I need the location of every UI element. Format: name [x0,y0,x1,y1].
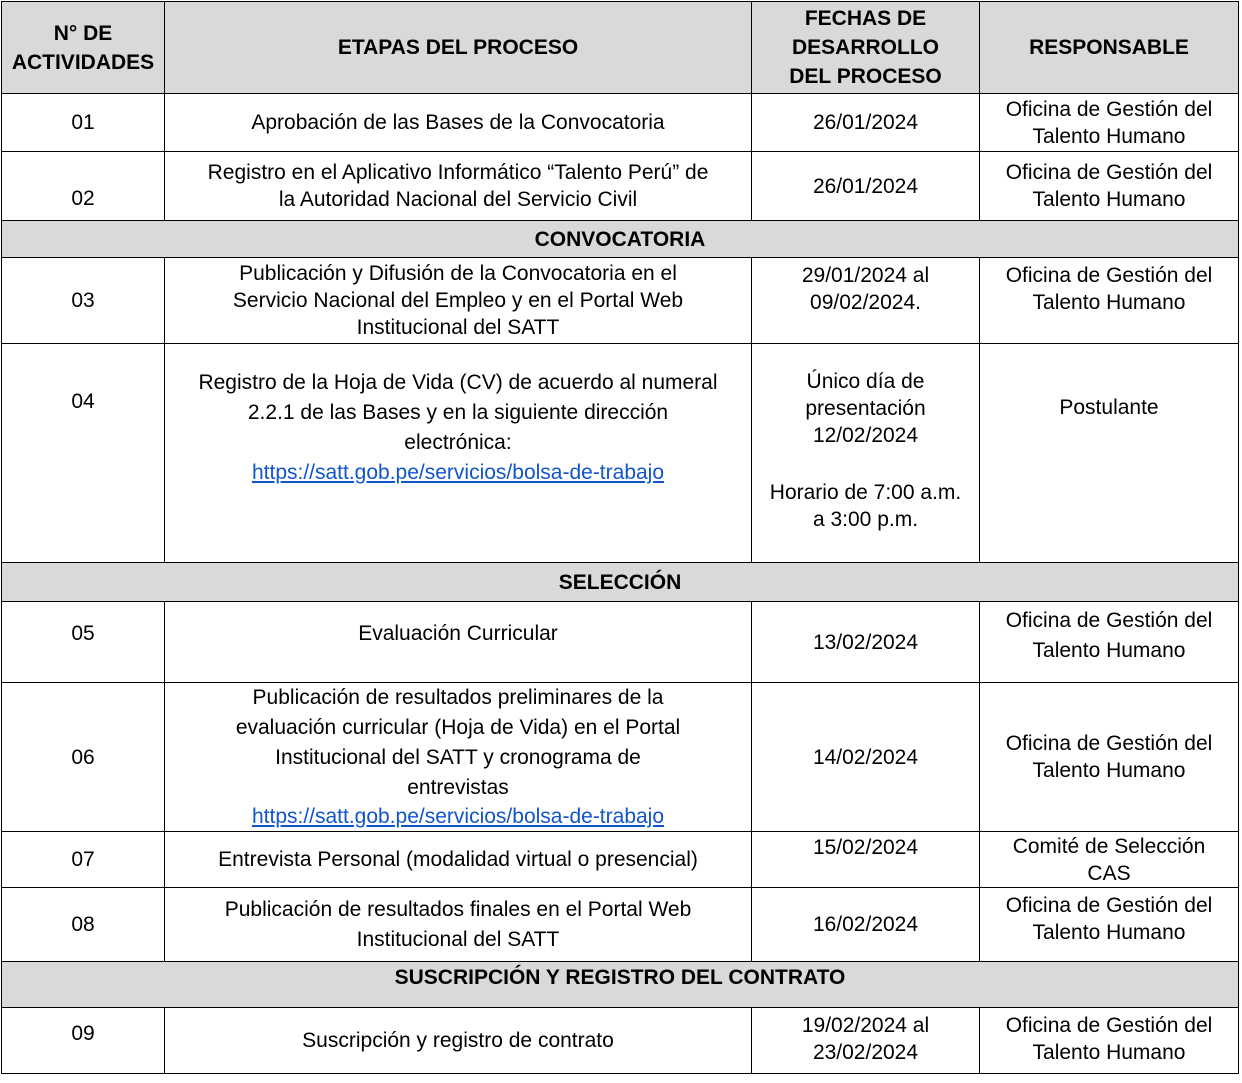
row-resp-line: Talento Humano [1032,639,1186,662]
row-fecha [752,258,980,344]
header-num [2,2,165,94]
section-row [2,962,1239,1008]
table-row [2,683,1239,832]
header-fechas [752,2,980,94]
row-num: 08 [2,888,165,962]
header-num-line: ACTIVIDADES [11,50,155,74]
row-fecha-line: 15/02/2024 [812,836,919,859]
row-etapa-line: Entrevista Personal (modalidad virtual o presencial) [218,848,698,871]
row-fecha-line: 12/02/2024 [812,424,919,447]
section-seleccion: SELECCIÓN [2,563,1239,602]
header-row [2,2,1239,94]
row-etapa-line: entrevistas [407,776,509,799]
row-resp-line: Oficina de Gestión del [1005,1014,1213,1037]
row-responsable [980,832,1239,888]
row-etapa-line: electrónica: [404,431,512,454]
row-fecha-line: Único día de [806,370,925,393]
header-fechas-line: DEL PROCESO [789,65,942,88]
row-etapa [165,94,752,152]
row-resp-line: Oficina de Gestión del [1005,732,1213,755]
row-fecha-line: 16/02/2024 [812,913,919,936]
section-convocatoria: CONVOCATORIA [2,221,1239,258]
header-fechas-line: DESARROLLO [792,36,939,59]
row-num: 09 [2,1008,165,1074]
row-resp-line: Talento Humano [1032,188,1186,211]
row-etapa [165,832,752,888]
bolsa-trabajo-link[interactable]: https://satt.gob.pe/servicios/bolsa-de-trabajo [251,805,665,828]
row-etapa [165,683,752,832]
row-fecha-line: 19/02/2024 al [801,1014,930,1037]
row-etapa-line: la Autoridad Nacional del Servicio Civil [278,188,638,211]
table-row [2,832,1239,888]
row-resp-line: Oficina de Gestión del [1005,894,1213,917]
header-fechas-line: FECHAS DE [804,7,927,30]
row-fecha [752,94,980,152]
section-row [2,221,1239,258]
row-fecha-line: 23/02/2024 [812,1041,919,1064]
row-etapa-line: Publicación y Difusión de la Convocatoria en el [239,262,677,285]
row-responsable [980,344,1239,563]
row-fecha-line: presentación [805,397,926,420]
row-resp-line: Talento Humano [1032,921,1186,944]
row-etapa-line: Publicación de resultados finales en el Portal Web [224,897,692,921]
header-responsable: RESPONSABLE [980,2,1239,94]
row-etapa [165,258,752,344]
row-num: 03 [2,258,165,344]
row-responsable [980,1008,1239,1074]
row-resp-line: Oficina de Gestión del [1005,264,1213,287]
row-etapa [165,344,752,563]
row-num: 05 [2,602,165,683]
schedule-table [1,1,1239,1074]
row-horario-line: Horario de 7:00 a.m. [769,481,962,504]
row-fecha-line: 09/02/2024. [810,291,921,314]
row-resp-line: Talento Humano [1032,124,1186,148]
row-fecha-line: 13/02/2024 [812,630,919,654]
section-suscripcion: SUSCRIPCIÓN Y REGISTRO DEL CONTRATO [2,962,1239,1008]
row-fecha [752,832,980,888]
row-etapa-line: 2.2.1 de las Bases y en la siguiente dirección [247,401,669,424]
row-etapa [165,152,752,221]
row-responsable [980,683,1239,832]
section-row [2,563,1239,602]
row-responsable [980,94,1239,152]
row-etapa-line: Institucional del SATT [356,316,560,339]
row-resp-line: CAS [1087,861,1131,885]
row-resp-line: Oficina de Gestión del [1005,97,1213,121]
row-responsable [980,888,1239,962]
row-resp-line: Comité de Selección [1012,834,1206,858]
row-resp-line: Postulante [1059,396,1159,419]
header-num-line: N° DE [53,21,113,45]
row-fecha-line: 29/01/2024 al [801,264,930,287]
row-etapa [165,1008,752,1074]
table-row [2,888,1239,962]
table-row [2,94,1239,152]
bolsa-trabajo-link[interactable]: https://satt.gob.pe/servicios/bolsa-de-trabajo [251,461,665,484]
row-num: 04 [2,344,165,563]
row-horario-line: a 3:00 p.m. [812,508,919,531]
row-etapa-line: Institucional del SATT [356,927,560,951]
table-row [2,152,1239,221]
row-resp-line: Oficina de Gestión del [1005,609,1213,632]
table-row [2,1008,1239,1074]
row-responsable [980,602,1239,683]
row-resp-line: Talento Humano [1032,1041,1186,1064]
row-etapa-line: Registro de la Hoja de Vida (CV) de acuerdo al numeral [198,371,718,394]
row-num: 02 [2,152,165,221]
table-row [2,258,1239,344]
row-etapa-line: Institucional del SATT y cronograma de [275,746,641,769]
row-responsable [980,152,1239,221]
row-num: 01 [2,94,165,152]
row-fecha [752,888,980,962]
row-etapa-line: Suscripción y registro de contrato [302,1029,614,1052]
row-etapa [165,602,752,683]
row-fecha [752,152,980,221]
row-fecha-line: 26/01/2024 [812,174,919,198]
row-resp-line: Talento Humano [1032,759,1186,782]
row-fecha-line: 26/01/2024 [812,111,919,134]
row-etapa-line: Registro en el Aplicativo Informático “Talento Perú” de [207,161,709,184]
row-fecha [752,344,980,563]
row-num: 06 [2,683,165,832]
row-etapa-line: evaluación curricular (Hoja de Vida) en el Portal [235,716,681,739]
row-etapa-line: Servicio Nacional del Empleo y en el Portal Web [232,289,684,312]
row-etapa-line: Aprobación de las Bases de la Convocatoria [251,111,665,134]
row-responsable [980,258,1239,344]
row-resp-line: Oficina de Gestión del [1005,161,1213,184]
row-fecha [752,1008,980,1074]
row-etapa-line: Publicación de resultados preliminares de la [252,686,664,709]
header-etapas: ETAPAS DEL PROCESO [165,2,752,94]
row-etapa-line: Evaluación Curricular [358,622,558,645]
row-etapa [165,888,752,962]
table-row [2,602,1239,683]
row-num: 07 [2,832,165,888]
row-resp-line: Talento Humano [1032,291,1186,314]
row-fecha [752,602,980,683]
row-fecha-line: 14/02/2024 [812,745,919,769]
table-row [2,344,1239,563]
row-fecha [752,683,980,832]
